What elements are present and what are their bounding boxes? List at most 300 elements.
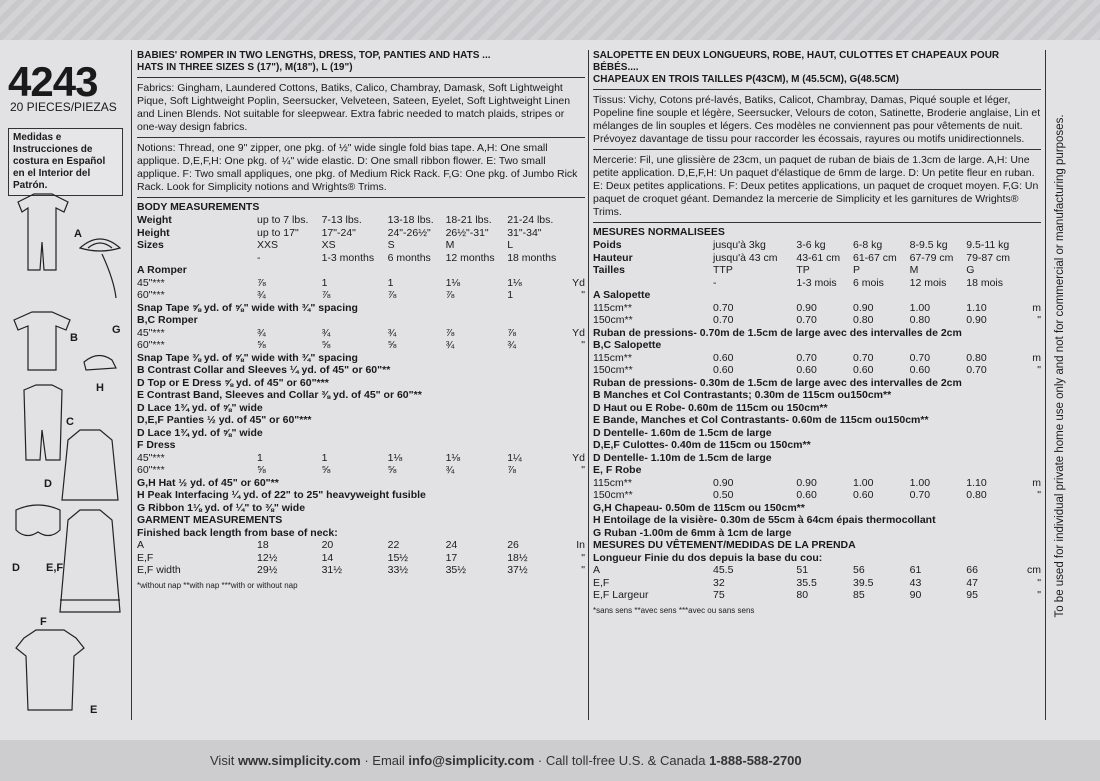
table-cell: 20 xyxy=(321,539,334,551)
table-cell: 61-67 cm xyxy=(853,251,897,264)
table-row xyxy=(593,364,1041,377)
table-cell: 0.80 xyxy=(909,314,931,326)
table-row-label xyxy=(593,277,713,290)
table-cell: 66 xyxy=(966,564,978,576)
table-cell: 79-87 cm xyxy=(966,251,1011,264)
table-cell xyxy=(1023,239,1041,252)
table-cell: 7-13 lbs. xyxy=(321,214,362,226)
table-row xyxy=(593,352,1041,365)
table-cell: " xyxy=(1037,589,1041,601)
email-link[interactable]: info@simplicity.com xyxy=(408,753,535,768)
table-cell: 0.70 xyxy=(796,351,817,364)
romper-c-drawing xyxy=(24,385,62,460)
table-cell: 1¼ xyxy=(507,451,522,464)
english-column xyxy=(137,50,585,592)
table-cell: m xyxy=(1032,476,1041,489)
table-row-label: E,F Largeur xyxy=(593,589,649,601)
table-section-cell: D,E,F Culottes- 0.40m de 115cm ou 150cm** xyxy=(593,439,811,451)
table-cell: m xyxy=(1032,351,1041,364)
table-row xyxy=(593,314,1041,327)
table-cell: 0.70 xyxy=(853,351,874,364)
table-cell: " xyxy=(581,464,585,476)
table-cell: 1.00 xyxy=(909,301,931,314)
table-cell: ⅝ xyxy=(321,464,331,476)
table-cell: 26 xyxy=(507,539,519,551)
table-cell: 0.70 xyxy=(909,489,931,501)
table-cell: ⅝ xyxy=(387,339,397,351)
table-cell: up to 17" xyxy=(257,226,299,239)
table-row xyxy=(593,452,1041,465)
french-measurements-table xyxy=(593,239,1041,602)
table-cell: TP xyxy=(796,264,810,276)
table-cell: 1-3 months xyxy=(321,251,375,264)
table-cell: 1.00 xyxy=(909,476,931,489)
table-cell: 22 xyxy=(387,539,400,551)
table-section-cell: D,E,F Panties ½ yd. of 45" or 60"*** xyxy=(137,414,312,426)
table-cell: 17"-24" xyxy=(321,226,356,239)
table-cell: " xyxy=(1037,576,1041,589)
table-cell: M xyxy=(909,264,919,276)
table-cell: 0.50 xyxy=(713,489,734,501)
table-cell: 31"-34" xyxy=(507,226,542,239)
table-cell: 0.80 xyxy=(966,489,987,501)
table-cell: 1⅛ xyxy=(387,451,403,464)
table-section-cell: B Contrast Collar and Sleeves ¼ yd. of 45" or 60"** xyxy=(137,364,391,376)
footer-text xyxy=(210,753,802,768)
table-cell: 43-61 cm xyxy=(796,251,841,264)
table-row xyxy=(593,489,1041,502)
table-cell: 0.80 xyxy=(853,314,874,326)
table-cell: " xyxy=(581,564,585,576)
table-cell: - xyxy=(257,251,261,264)
table-section-cell: H Entoilage de la visière- 0.30m de 55cm à 64cm épais thermocollant xyxy=(593,514,936,526)
view-label-a: A xyxy=(74,228,82,240)
hat-ribbon-drawing xyxy=(102,254,116,298)
table-row xyxy=(137,477,585,490)
table-cell: Yd xyxy=(572,326,585,339)
table-row xyxy=(593,239,1041,252)
table-cell: 35½ xyxy=(445,564,467,576)
view-label-e: E xyxy=(90,704,98,716)
view-label-d-top: D xyxy=(44,478,52,490)
table-row xyxy=(593,477,1041,490)
table-section-cell: E, F Robe xyxy=(593,464,642,476)
table-cell: 61 xyxy=(909,564,922,576)
phone-number: 1-888-588-2700 xyxy=(709,753,802,768)
table-cell: ⅝ xyxy=(387,464,397,476)
table-row xyxy=(593,264,1041,277)
table-section-cell: B,C Romper xyxy=(137,314,198,326)
table-section-cell: Finished back length from base of neck: xyxy=(137,526,338,539)
table-row xyxy=(137,564,585,577)
view-label-b: B xyxy=(70,332,78,344)
table-row xyxy=(137,252,585,265)
french-footnote: *sans sens **avec sens ***avec ou sans sens xyxy=(593,605,755,615)
table-cell: 1 xyxy=(321,276,328,289)
table-row-label: 45"*** xyxy=(137,326,165,339)
table-cell: 1⅛ xyxy=(445,451,461,464)
rule xyxy=(137,77,585,78)
table-cell: 18½ xyxy=(507,551,528,564)
top-d-drawing xyxy=(62,430,118,500)
table-cell: 0.60 xyxy=(909,364,931,376)
table-row xyxy=(137,339,585,352)
table-row-label: 150cm** xyxy=(593,314,633,326)
table-row-label: 60"*** xyxy=(137,464,165,476)
table-cell: G xyxy=(966,264,975,276)
table-section-cell: D Dentelle- 1.60m de 1.5cm de large xyxy=(593,426,772,439)
rule xyxy=(593,89,1041,90)
rule xyxy=(137,137,585,138)
table-cell: 24"-26½" xyxy=(387,226,431,239)
table-row xyxy=(137,402,585,415)
table-row-label: 60"*** xyxy=(137,339,165,351)
table-row xyxy=(137,489,585,502)
table-cell: M xyxy=(445,239,455,251)
dress-e-drawing xyxy=(16,630,84,710)
table-cell: 13-18 lbs. xyxy=(387,214,434,226)
table-cell: 12½ xyxy=(257,551,278,564)
table-row xyxy=(137,552,585,565)
table-cell xyxy=(1023,252,1041,265)
table-row-label: 115cm** xyxy=(593,301,632,314)
table-section-cell: D Haut ou E Robe- 0.60m de 115cm ou 150cm** xyxy=(593,401,828,414)
english-body-measurements-title: BODY MEASUREMENTS xyxy=(137,201,260,213)
table-cell: ¾ xyxy=(321,326,331,339)
table-cell: jusqu'à 43 cm xyxy=(713,251,778,264)
table-cell: ⅝ xyxy=(257,339,266,351)
view-label-f: F xyxy=(40,616,47,628)
garment-line-drawings xyxy=(4,190,128,720)
table-cell: P xyxy=(853,264,861,276)
table-cell: " xyxy=(1037,489,1041,501)
table-cell: 1 xyxy=(321,451,328,464)
footer-visit-label: Visit xyxy=(210,753,238,768)
table-cell: 0.60 xyxy=(796,489,817,501)
usage-disclaimer xyxy=(1050,60,1070,680)
table-cell: ¾ xyxy=(387,326,397,339)
table-row-label: E,F xyxy=(137,551,154,564)
table-cell: 0.80 xyxy=(966,351,987,364)
panties-drawing xyxy=(16,505,60,536)
table-row-label: 115cm** xyxy=(593,476,632,489)
usage-disclaimer-text: To be used for individual private home use only and not for commercial or manufacturing purposes. xyxy=(1054,114,1066,618)
table-row xyxy=(137,389,585,402)
table-row xyxy=(137,514,585,527)
table-cell: ⅞ xyxy=(445,289,455,301)
table-row xyxy=(137,527,585,540)
table-cell: cm xyxy=(1027,564,1041,576)
table-row-label: Hauteur xyxy=(593,251,633,264)
table-cell: ⅞ xyxy=(445,326,455,339)
table-cell: 9.5-11 kg xyxy=(966,239,1010,251)
table-section-cell: Ruban de pressions- 0.70m de 1.5cm de large avec des intervalles de 2cm xyxy=(593,326,962,339)
table-row-label: A xyxy=(137,539,145,551)
table-cell: 1 xyxy=(507,289,514,301)
table-section-cell: D Lace 1¾ yd. of ⅝" wide xyxy=(137,426,263,439)
table-cell: 15½ xyxy=(387,551,409,564)
english-notions: Notions: Thread, one 9" zipper, one pkg. of ½" wide single fold bias tape. A,H: One small applique. D,E,F,H: One pkg. of ¼" wide elastic. D: One small ribbon flower. E: Two small applique. F: Two small appliques, one pkg. of Medium Rick Rack. F,G: One pkg. of Jumbo Rick Rack. Look for Simplicity notions and Wrights® Trims. xyxy=(137,142,578,193)
french-column xyxy=(593,50,1041,617)
view-label-d-panties: D xyxy=(12,562,20,574)
table-section-cell: A Romper xyxy=(137,264,187,276)
table-row xyxy=(137,227,585,240)
table-cell: 18-21 lbs. xyxy=(445,214,492,226)
table-cell: 75 xyxy=(713,589,725,601)
table-cell: " xyxy=(1037,314,1041,326)
table-cell: 3-6 kg xyxy=(796,239,826,251)
table-row xyxy=(137,452,585,465)
table-cell: TTP xyxy=(713,264,733,276)
table-section-cell: G Ribbon 1⅛ yd. of ¼" to ⅜" wide xyxy=(137,501,306,514)
table-row-label: Height xyxy=(137,226,170,239)
french-subtitle: CHAPEAUX EN TROIS TAILLES P(43CM), M (45.5CM), G(48.5CM) xyxy=(593,74,899,85)
english-footnote: *without nap **with nap ***with or without nap xyxy=(137,580,298,590)
table-cell: 95 xyxy=(966,589,978,601)
table-cell: 12 mois xyxy=(909,276,947,289)
table-cell: - xyxy=(713,276,717,289)
website-link[interactable]: www.simplicity.com xyxy=(237,753,361,768)
table-cell: ¾ xyxy=(257,289,266,301)
table-row-label: 60"*** xyxy=(137,289,165,301)
table-cell: m xyxy=(1032,301,1041,314)
view-label-g: G xyxy=(112,324,121,336)
table-cell: ⅝ xyxy=(257,464,266,476)
table-section-cell: MESURES DU VÊTEMENT/MEDIDAS DE LA PRENDA xyxy=(593,539,856,551)
table-row xyxy=(593,377,1041,390)
table-row xyxy=(593,589,1041,602)
table-section-cell: G,H Hat ½ yd. of 45" or 60"** xyxy=(137,476,279,489)
table-section-cell: D Top or E Dress ⅝ yd. of 45" or 60"*** xyxy=(137,376,329,389)
table-cell: 6-8 kg xyxy=(853,239,883,251)
table-row xyxy=(593,514,1041,527)
table-cell: Yd xyxy=(572,276,585,289)
table-cell: 1.00 xyxy=(853,476,874,489)
table-cell: ¾ xyxy=(445,464,455,476)
table-row xyxy=(137,302,585,315)
table-cell: L xyxy=(507,239,514,251)
table-row xyxy=(137,414,585,427)
table-row xyxy=(137,427,585,440)
table-row-label xyxy=(137,252,257,265)
pattern-number: 4243 xyxy=(8,58,98,105)
table-row xyxy=(137,277,585,290)
rule xyxy=(593,149,1041,150)
table-cell: " xyxy=(581,289,585,301)
table-section-cell: D Dentelle- 1.10m de 1.5cm de large xyxy=(593,451,772,464)
table-cell: 39.5 xyxy=(853,576,874,589)
table-row xyxy=(137,352,585,365)
table-cell xyxy=(569,252,585,265)
table-cell: 0.90 xyxy=(796,301,817,314)
english-fabrics: Fabrics: Gingham, Laundered Cottons, Batiks, Calico, Chambray, Damask, Soft Lightweight Pique, Soft Lightweight Poplin, Seersucker, Velveteen, Sateen, Eyelet, Soft Lightweight Linen and Linen Blends. Not suitable for sleepwear. Extra fabric needed to match plaids, stripes or one-way design fabrics. xyxy=(137,82,571,133)
table-cell: 0.60 xyxy=(853,489,874,501)
contact-footer xyxy=(0,742,1100,781)
view-label-h: H xyxy=(96,382,104,394)
table-cell: 67-79 cm xyxy=(909,251,954,264)
table-cell: " xyxy=(581,339,585,351)
table-cell: 0.60 xyxy=(713,364,734,376)
table-cell: ¾ xyxy=(445,339,455,351)
table-row xyxy=(593,439,1041,452)
table-row-label: E,F xyxy=(593,576,610,589)
table-cell: 33½ xyxy=(387,564,409,576)
table-cell: 0.70 xyxy=(796,314,817,326)
table-row xyxy=(137,264,585,277)
table-section-cell: E Bande, Manches et Col Contrastants- 0.60m de 115cm ou150cm** xyxy=(593,414,929,426)
table-row xyxy=(593,277,1041,290)
table-section-cell: G Ruban -1.00m de 6mm à 1cm de large xyxy=(593,526,792,539)
table-cell: 1-3 mois xyxy=(796,276,837,289)
rule xyxy=(593,222,1041,223)
table-row xyxy=(593,414,1041,427)
view-label-c: C xyxy=(66,416,74,428)
table-row xyxy=(593,302,1041,315)
table-cell: 45.5 xyxy=(713,564,734,576)
table-cell: 47 xyxy=(966,576,978,589)
romper-b-drawing xyxy=(14,312,70,370)
divider-left xyxy=(131,50,132,720)
table-section-cell: GARMENT MEASUREMENTS xyxy=(137,514,283,526)
romper-a-drawing xyxy=(18,194,68,270)
table-cell: XS xyxy=(321,239,336,251)
table-row xyxy=(593,252,1041,265)
table-row-label: Sizes xyxy=(137,239,164,251)
table-section-cell: D Lace 1¾ yd. of ⅝" wide xyxy=(137,401,263,414)
table-cell: ⅞ xyxy=(257,276,266,289)
table-cell: 35.5 xyxy=(796,576,817,589)
table-cell: ⅞ xyxy=(507,326,516,339)
table-cell: 51 xyxy=(796,564,809,576)
table-cell: S xyxy=(387,239,395,251)
table-cell xyxy=(1023,264,1041,277)
table-cell: 18 mois xyxy=(966,276,1004,289)
table-section-cell: Snap Tape ⅝ yd. of ⅝" wide with ¾" spacing xyxy=(137,301,358,314)
table-cell: 32 xyxy=(713,576,725,589)
french-fabrics: Tissus: Vichy, Cotons pré-lavés, Batiks, Calicot, Chambray, Damas, Piqué souple et léger, Popeline fine souple et légère, Seersucker, Velours de coton, Satinette, Broderie anglaise, Lin et mélanges de lin souples et légers. Ces modèles ne conviennent pas pour vêtements de nuit. Prévoyez davantage de tissu pour raccorder les écossais, rayures ou motifs unidirectionnels. xyxy=(593,94,1041,145)
table-cell: ⅞ xyxy=(321,289,331,301)
table-cell: 0.90 xyxy=(853,301,874,314)
table-row xyxy=(137,502,585,515)
cap-h-drawing xyxy=(84,355,116,370)
rule xyxy=(137,197,585,198)
table-row xyxy=(137,464,585,477)
table-row xyxy=(593,564,1041,577)
table-cell: ⅞ xyxy=(387,289,397,301)
english-subtitle: HATS IN THREE SIZES S (17"), M(18"), L (19") xyxy=(137,62,353,73)
table-cell: " xyxy=(581,551,585,564)
table-cell: Yd xyxy=(572,451,585,464)
table-row xyxy=(593,539,1041,552)
view-illustrations xyxy=(4,190,128,720)
table-cell: XXS xyxy=(257,239,279,251)
table-row xyxy=(593,427,1041,440)
table-row-label: Weight xyxy=(137,214,172,226)
table-row-label: E,F width xyxy=(137,564,181,576)
table-row-label: 150cm** xyxy=(593,489,633,501)
table-cell: " xyxy=(1037,364,1041,376)
table-cell: 0.90 xyxy=(713,476,734,489)
table-row-label: A xyxy=(593,564,601,576)
table-row xyxy=(137,239,585,252)
table-cell: 0.60 xyxy=(713,351,734,364)
footer-email-label: · Email xyxy=(360,753,409,768)
table-row xyxy=(593,389,1041,402)
table-row-label: Poids xyxy=(593,239,622,251)
dress-f-drawing xyxy=(60,510,120,612)
table-section-cell: F Dress xyxy=(137,439,176,451)
table-cell: 90 xyxy=(909,589,922,601)
table-cell: 0.70 xyxy=(966,364,987,376)
table-cell: 1⅛ xyxy=(507,276,522,289)
table-cell xyxy=(569,214,585,227)
table-row-label: 150cm** xyxy=(593,364,633,376)
spanish-note-box: Medidas e Instrucciones de costura en Español en el Interior del Patrón. xyxy=(8,128,123,196)
table-cell: 26½"-31" xyxy=(445,226,489,239)
table-row xyxy=(137,314,585,327)
table-cell: 56 xyxy=(853,564,865,576)
table-cell: 8-9.5 kg xyxy=(909,239,948,251)
table-cell: 21-24 lbs. xyxy=(507,214,554,226)
table-section-cell: A Salopette xyxy=(593,289,651,301)
table-cell: 0.90 xyxy=(796,476,817,489)
table-cell: 14 xyxy=(321,551,334,564)
table-row xyxy=(593,577,1041,590)
table-section-cell: G,H Chapeau- 0.50m de 115cm ou 150cm** xyxy=(593,501,805,514)
table-cell: 1 xyxy=(257,451,263,464)
pieces-count: 20 PIECES/PIEZAS xyxy=(10,100,117,114)
table-cell: 0.70 xyxy=(713,314,734,326)
french-body-measurements-title: MESURES NORMALISEES xyxy=(593,226,725,238)
table-row xyxy=(593,502,1041,515)
table-cell: ¾ xyxy=(507,339,516,351)
table-cell: ⅞ xyxy=(507,464,516,476)
table-row xyxy=(137,377,585,390)
table-cell: 6 mois xyxy=(853,276,884,289)
table-cell: 85 xyxy=(853,589,865,601)
hat-g-drawing xyxy=(80,239,120,251)
table-row xyxy=(137,289,585,302)
table-cell xyxy=(569,227,585,240)
table-cell: ⅝ xyxy=(321,339,331,351)
table-cell: 80 xyxy=(796,589,809,601)
table-cell: 12 months xyxy=(445,251,495,264)
table-section-cell: Snap Tape ⅜ yd. of ⅝" wide with ¾" spacing xyxy=(137,351,358,364)
english-title: BABIES' ROMPER IN TWO LENGTHS, DRESS, TOP, PANTIES AND HATS ... xyxy=(137,50,491,61)
english-measurements-table xyxy=(137,214,585,577)
table-cell: jusqu'à 3kg xyxy=(713,239,766,251)
table-cell: 24 xyxy=(445,539,458,551)
table-row xyxy=(137,539,585,552)
table-cell xyxy=(569,239,585,252)
table-row xyxy=(593,402,1041,415)
table-row xyxy=(593,327,1041,340)
table-cell: 31½ xyxy=(321,564,343,576)
table-section-cell: Ruban de pressions- 0.30m de 1.5cm de large avec des intervalles de 2cm xyxy=(593,376,962,389)
table-row xyxy=(593,552,1041,565)
table-row xyxy=(137,439,585,452)
french-title: SALOPETTE EN DEUX LONGUEURS, ROBE, HAUT, CULOTTES ET CHAPEAUX POUR BÉBÉS.... xyxy=(593,50,1000,73)
divider-right xyxy=(1045,50,1046,720)
table-cell: 17 xyxy=(445,551,458,564)
table-cell: 1.10 xyxy=(966,476,987,489)
table-cell: 18 months xyxy=(507,251,557,264)
table-cell: 0.70 xyxy=(909,351,931,364)
table-cell: 1.10 xyxy=(966,301,987,314)
table-cell xyxy=(1023,277,1041,290)
table-cell: In xyxy=(576,539,585,551)
table-row xyxy=(593,527,1041,540)
